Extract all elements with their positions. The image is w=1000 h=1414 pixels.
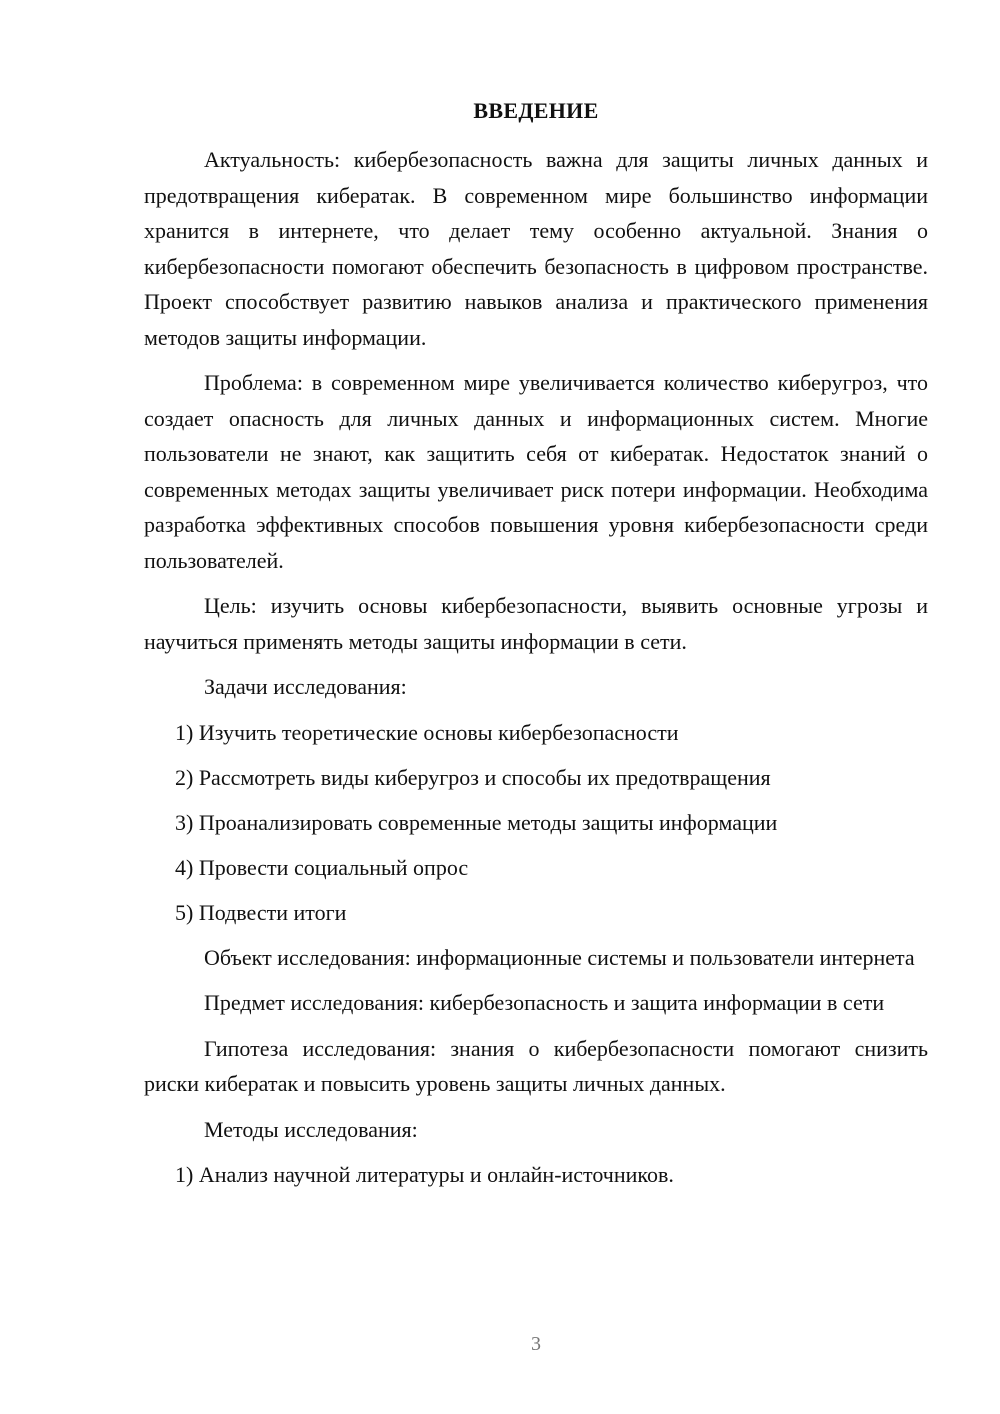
task-item: 5) Подвести итоги: [175, 899, 347, 925]
task-item: 4) Провести социальный опрос: [175, 854, 469, 880]
problem-paragraph: Проблема: в современном мире увеличивается количество киберугроз, что создает опасность для личных данных и информационных систем. Многие пользователи не знают, как защитить себя от кибератак. Недостаток знаний о современных методах защиты увеличивает риск потери информации. Необходима разработка эффективных способов повышения уровня кибербезопасности среди пользователей.: [144, 370, 928, 573]
task-item: 1) Изучить теоретические основы кибербезопасности: [175, 719, 679, 745]
tasks-heading: Задачи исследования:: [204, 674, 407, 699]
subject-paragraph: Предмет исследования: кибербезопасность и защита информации в сети: [204, 990, 885, 1016]
method-item: 1) Анализ научной литературы и онлайн-источников.: [175, 1162, 674, 1188]
methods-heading: Методы исследования:: [204, 1116, 418, 1142]
page-number: 3: [531, 1333, 541, 1355]
hypothesis-paragraph: Гипотеза исследования: знания о кибербезопасности помогают снизить риски кибератак и повысить уровень защиты личных данных.: [144, 1035, 928, 1097]
object-paragraph: Объект исследования: информационные системы и пользователи интернета: [204, 944, 915, 970]
methods-list: [144, 1157, 928, 1193]
tasks-list: [144, 715, 928, 931]
task-item: 2) Рассмотреть виды киберугроз и способы их предотвращения: [175, 764, 771, 790]
task-item: 3) Проанализировать современные методы защиты информации: [175, 809, 778, 835]
section-title: ВВЕДЕНИЕ: [473, 98, 599, 123]
goal-paragraph: Цель: изучить основы кибербезопасности, выявить основные угрозы и научиться применять методы защиты информации в сети.: [144, 593, 928, 654]
relevance-paragraph: Актуальность: кибербезопасность важна для защиты личных данных и предотвращения кибератак. В современном мире большинство информации хранится в интернете, что делает тему особенно актуальной. Знания о кибербезопасности помогают обеспечить безопасность в цифровом пространстве. Проект способствует развитию навыков анализа и практического применения методов защиты информации.: [144, 147, 928, 350]
page-content: [144, 94, 928, 1203]
